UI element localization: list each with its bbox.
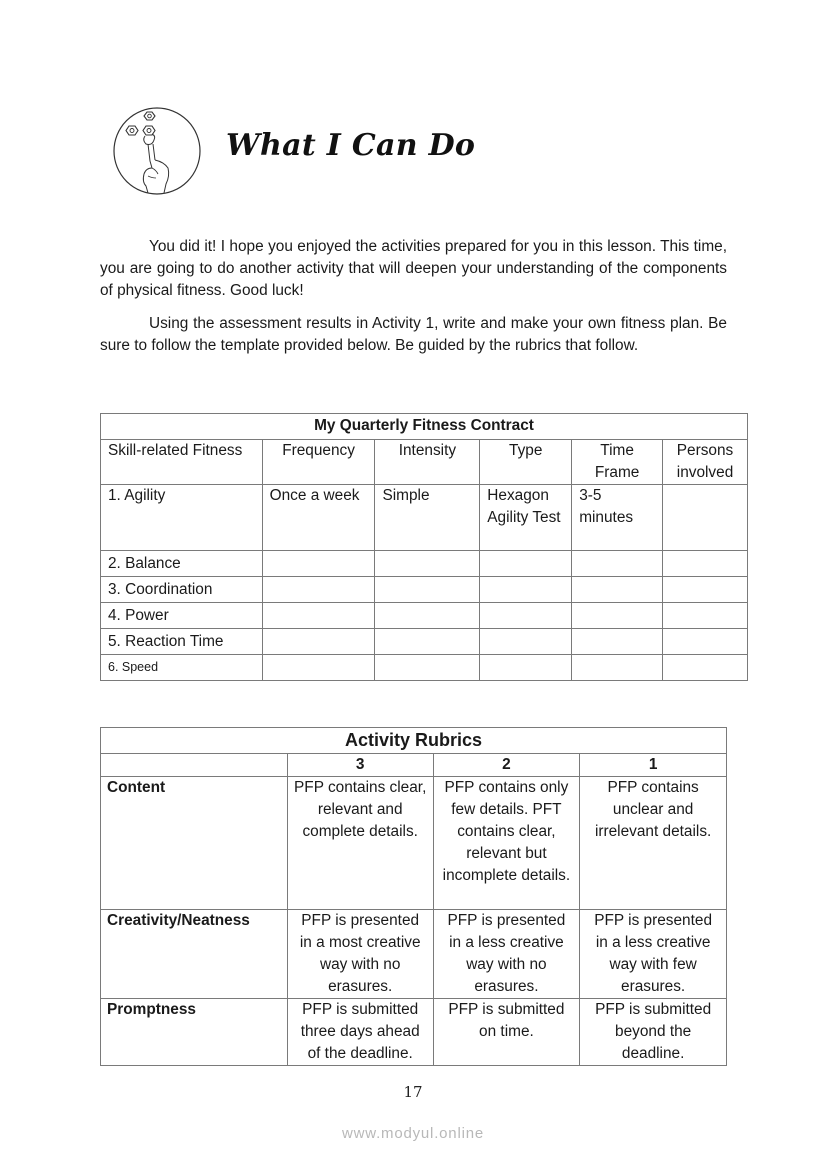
table-row (101, 777, 727, 910)
rubrics-title-row (101, 728, 727, 754)
intro-paragraph-1-text: You did it! I hope you enjoyed the activities prepared for you in this lesson. This time, you are going to do another activity that will deepen your understanding of the components of physical fitness. Good luck! (100, 238, 727, 299)
criterion-cell: Content (101, 777, 288, 910)
frequency-cell[interactable] (262, 551, 375, 577)
level-2-cell: PFP is submitted on time. (433, 999, 580, 1066)
level-3-cell: PFP is presented in a most creative way with no erasures. (287, 910, 433, 999)
type-cell[interactable] (480, 603, 572, 629)
level-1-cell: PFP contains unclear and irrelevant details. (580, 777, 727, 910)
column-header-skill: Skill-related Fitness (101, 440, 263, 485)
column-header-frequency: Frequency (262, 440, 375, 485)
level-3-cell: PFP is submitted three days ahead of the deadline. (287, 999, 433, 1066)
intensity-cell[interactable] (375, 551, 480, 577)
level-2-cell: PFP is presented in a less creative way with no erasures. (433, 910, 580, 999)
rubrics-title: Activity Rubrics (101, 728, 727, 754)
level-header-2: 2 (433, 754, 580, 777)
section-title: What I Can Do (226, 128, 476, 163)
level-header-3: 3 (287, 754, 433, 777)
type-cell[interactable] (480, 655, 572, 681)
level-header-1: 1 (580, 754, 727, 777)
intensity-cell[interactable]: Simple (375, 485, 480, 551)
contract-title: My Quarterly Fitness Contract (101, 414, 748, 440)
table-row (101, 485, 748, 551)
frequency-cell[interactable] (262, 577, 375, 603)
intensity-cell[interactable] (375, 577, 480, 603)
column-header-time-frame: Time Frame (572, 440, 663, 485)
frequency-cell[interactable] (262, 603, 375, 629)
watermark: www.modyul.online (342, 1125, 484, 1142)
table-row (101, 629, 748, 655)
level-1-cell: PFP is submitted beyond the deadline. (580, 999, 727, 1066)
level-1-cell: PFP is presented in a less creative way with few erasures. (580, 910, 727, 999)
skill-cell: 2. Balance (101, 551, 263, 577)
time-frame-cell[interactable] (572, 551, 663, 577)
frequency-cell[interactable]: Once a week (262, 485, 375, 551)
level-2-cell: PFP contains only few details. PFT contains clear, relevant but incomplete details. (433, 777, 580, 910)
table-row (101, 910, 727, 999)
page-number: 17 (403, 1083, 423, 1101)
intro-paragraph-2 (100, 313, 727, 357)
time-frame-cell[interactable] (572, 577, 663, 603)
persons-cell[interactable] (663, 485, 748, 551)
hand-with-hex-nuts-icon (112, 106, 202, 196)
table-row (101, 551, 748, 577)
contract-title-row (101, 414, 748, 440)
time-frame-cell[interactable]: 3-5 minutes (572, 485, 663, 551)
time-frame-cell[interactable] (572, 603, 663, 629)
criterion-cell: Creativity/Neatness (101, 910, 288, 999)
table-row (101, 577, 748, 603)
table-row (101, 603, 748, 629)
skill-cell: 4. Power (101, 603, 263, 629)
table-row (101, 999, 727, 1066)
contract-header-row (101, 440, 748, 485)
skill-cell: 3. Coordination (101, 577, 263, 603)
persons-cell[interactable] (663, 629, 748, 655)
frequency-cell[interactable] (262, 655, 375, 681)
intensity-cell[interactable] (375, 655, 480, 681)
type-cell[interactable] (480, 551, 572, 577)
intro-paragraph-2-text: Using the assessment results in Activity 1, write and make your own fitness plan. Be sure to follow the template provided below. Be guided by the rubrics that follow. (100, 315, 727, 354)
persons-cell[interactable] (663, 603, 748, 629)
rubrics-levels-row (101, 754, 727, 777)
persons-cell[interactable] (663, 577, 748, 603)
intro-paragraph-1 (100, 236, 727, 302)
column-header-persons-involved: Persons involved (663, 440, 748, 485)
level-header-blank (101, 754, 288, 777)
type-cell[interactable] (480, 629, 572, 655)
skill-cell: 5. Reaction Time (101, 629, 263, 655)
level-3-cell: PFP contains clear, relevant and complete details. (287, 777, 433, 910)
column-header-intensity: Intensity (375, 440, 480, 485)
criterion-cell: Promptness (101, 999, 288, 1066)
persons-cell[interactable] (663, 551, 748, 577)
type-cell[interactable] (480, 577, 572, 603)
time-frame-cell[interactable] (572, 655, 663, 681)
skill-cell: 6. Speed (101, 655, 263, 681)
activity-rubrics-table (100, 727, 727, 1066)
fitness-contract-table (100, 413, 748, 681)
column-header-type: Type (480, 440, 572, 485)
persons-cell[interactable] (663, 655, 748, 681)
frequency-cell[interactable] (262, 629, 375, 655)
intensity-cell[interactable] (375, 629, 480, 655)
table-row (101, 655, 748, 681)
type-cell[interactable]: Hexagon Agility Test (480, 485, 572, 551)
skill-cell: 1. Agility (101, 485, 263, 551)
time-frame-cell[interactable] (572, 629, 663, 655)
intensity-cell[interactable] (375, 603, 480, 629)
